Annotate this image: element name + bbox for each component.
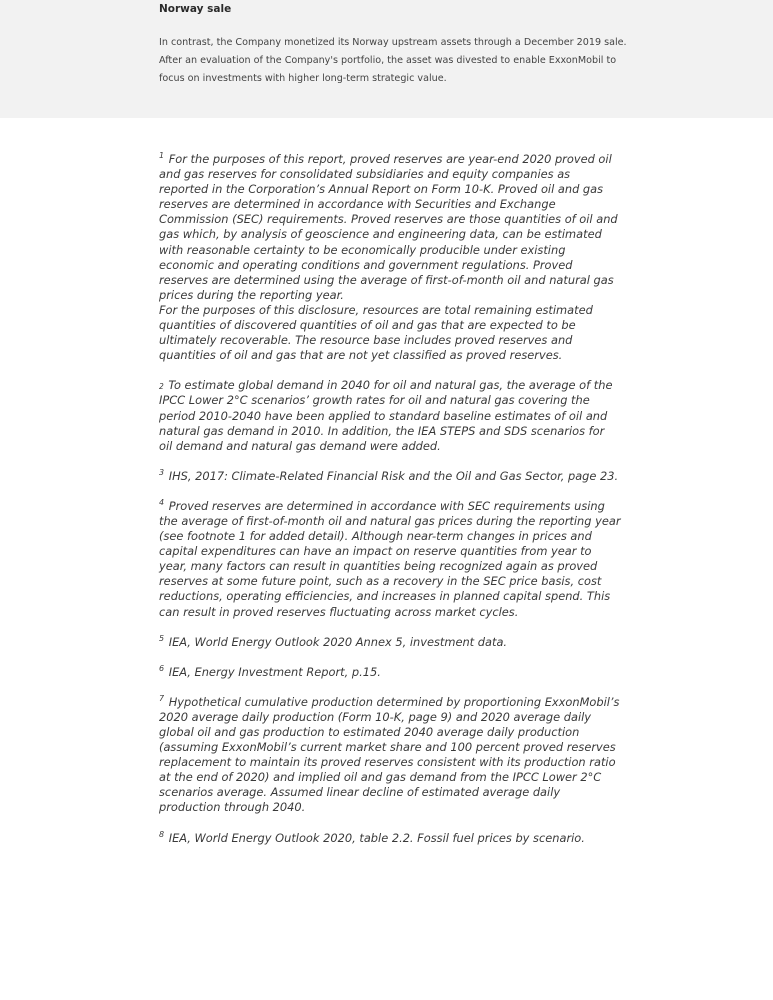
footnote-paragraph: [159, 152, 621, 303]
footnote-paragraph: [159, 499, 621, 620]
footnote-number: 7: [159, 694, 165, 704]
footnote-text: For the purposes of this report, proved reserves are year-end 2020 proved oil and gas reserves for consolidated subsidiaries and equity companies as reported in the Corporation’s Annual Report on Form 10-K. Proved oil and gas reserves are determined in accordance with Securities and Exchange Commission (SEC) requirements. Proved reserves are those quantities of oil and gas which, by analysis of geoscience and engineering data, can be estimated with reasonable certainty to be economically producible under existing economic and operating conditions and government regulations. Proved reserves are determined using the average of first-of-month oil and natural gas prices during the reporting year.: [159, 152, 618, 302]
footnote-number: 5: [159, 633, 165, 643]
footnote-number: 4: [159, 498, 165, 508]
footnote-paragraph: [159, 695, 621, 816]
footnote-4: [159, 499, 621, 620]
footnote-text: IEA, World Energy Outlook 2020, table 2.2. Fossil fuel prices by scenario.: [168, 830, 585, 845]
footnote-number: 1: [159, 151, 165, 161]
footnote-text: IEA, Energy Investment Report, p.15.: [168, 664, 381, 679]
footnote-3: [159, 469, 621, 484]
footnotes: [159, 152, 621, 861]
footnote-paragraph: [159, 378, 621, 453]
footnote-number: 3: [159, 467, 165, 477]
footnote-paragraph: For the purposes of this disclosure, resources are total remaining estimated quantities of discovered quantities of oil and gas that are expected to be ultimately recoverable. The resource base includes proved reserves and quantities of oil and gas that are not yet classified as proved reserves.: [159, 302, 593, 363]
footnote-text: IHS, 2017: Climate-Related Financial Risk and the Oil and Gas Sector, page 23.: [168, 468, 619, 483]
section-heading: Norway sale: [159, 3, 232, 15]
footnote-text: Hypothetical cumulative production determined by proportioning ExxonMobil’s 2020 average daily production (Form 10-K, page 9) and 2020 average daily global oil and gas production to estimated 2040 average daily production (assuming ExxonMobil’s current market share and 100 percent proved reserves replacement to maintain its proved reserves consistent with its production ratio at the end of 2020) and implied oil and gas demand from the IPCC Lower 2°C scenarios average. Assumed linear decline of estimated average daily production through 2040.: [159, 694, 620, 815]
footnote-text: To estimate global demand in 2040 for oil and natural gas, the average of the IPCC Lower 2°C scenarios’ growth rates for oil and natural gas covering the period 2010-2040 have been applied to standard baseline estimates of oil and natural gas demand in 2010. In addition, the IEA STEPS and SDS scenarios for oil demand and natural gas demand were added.: [159, 378, 613, 453]
footnote-paragraph: [159, 635, 621, 650]
footnote-1: [159, 152, 621, 363]
footnote-5: [159, 635, 621, 650]
footnote-number: 8: [159, 829, 165, 839]
footnote-2: [159, 378, 621, 453]
footnote-7: [159, 695, 621, 816]
footnote-paragraph: [159, 665, 621, 680]
footnote-paragraph: [159, 831, 621, 846]
footnote-text: Proved reserves are determined in accordance with SEC requirements using the average of first-of-month oil and natural gas prices during the reporting year (see footnote 1 for added detail). Although near-term changes in prices and capital expenditures can have an impact on reserve quantities from year to year, many factors can result in quantities being recognized again as proved reserves at some future point, such as a recovery in the SEC price basis, cost reductions, operating efficiencies, and increases in planned capital spend. This can result in proved reserves fluctuating across market cycles.: [159, 498, 621, 619]
footnote-paragraph: [159, 469, 621, 484]
footnote-8: [159, 831, 621, 846]
section-body: In contrast, the Company monetized its Norway upstream assets through a December 2019 sale. After an evaluation of the Company's portfolio, the asset was divested to enable ExxonMobil to focus on investments with higher long-term strategic value.: [159, 37, 627, 84]
footnote-text: IEA, World Energy Outlook 2020 Annex 5, investment data.: [168, 634, 508, 649]
footnote-6: [159, 665, 621, 680]
norway-sale-section: [0, 0, 773, 118]
footnote-number: 6: [159, 663, 165, 673]
footnote-number: 2: [159, 382, 164, 392]
